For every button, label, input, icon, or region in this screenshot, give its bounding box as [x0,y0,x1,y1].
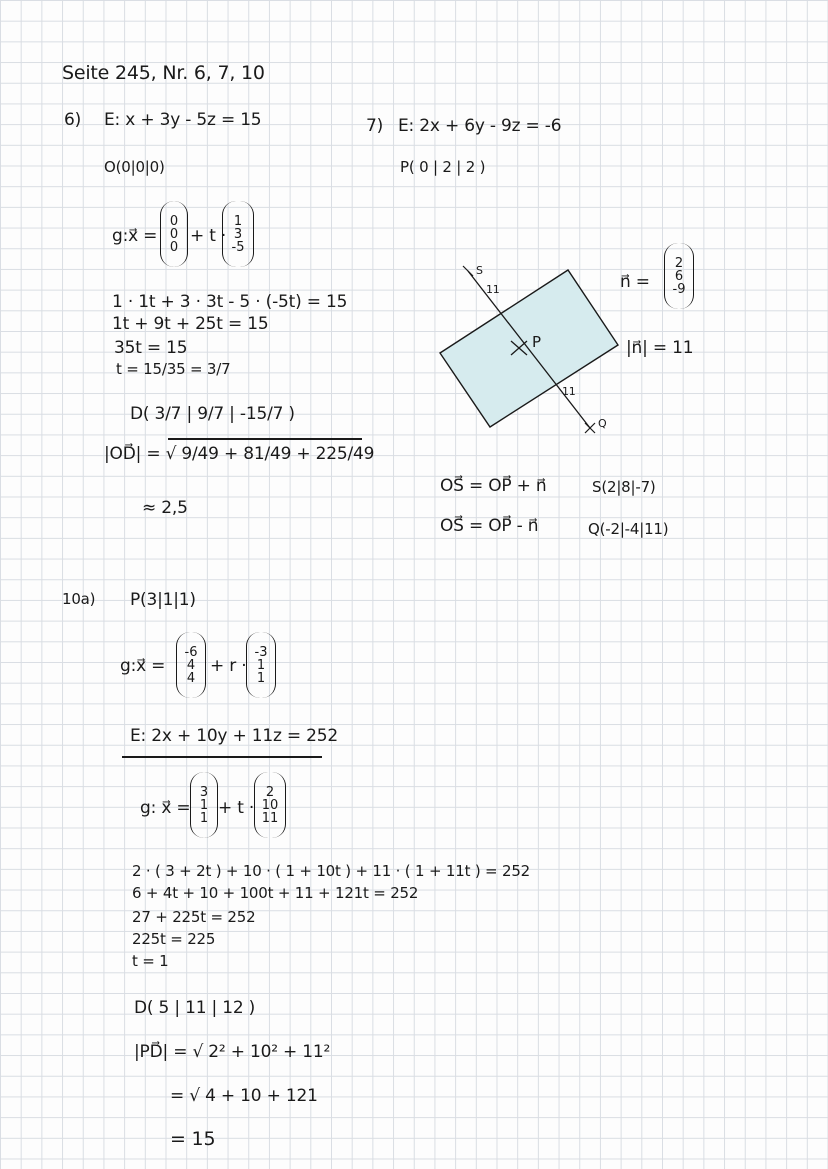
diagram-label-q: Q [598,417,607,430]
vector-entry: 6 [674,268,684,284]
point-s-cross [463,266,473,276]
p6-label: 6) [64,110,82,130]
p6-step-1: 1 · 1t + 3 · 3t - 5 · (-5t) = 15 [112,292,348,312]
vector-entry: 2 [674,255,684,271]
p10-t-symbol: + t · [218,798,255,818]
normal-prefix: n⃗ = [620,272,650,292]
p6-plane: E: x + 3y - 5z = 15 [104,110,262,130]
p7-point-s: S(2|8|-7) [592,478,656,496]
p6-step-4: t = 15/35 = 3/7 [116,360,231,378]
vector-entry: 0 [169,213,179,229]
p10-line2-support-vector [190,772,218,838]
vector-entry: 2 [265,784,275,800]
vector-entry: 3 [199,784,209,800]
divider-line [122,756,322,758]
p10-step-4: 225t = 225 [132,930,216,948]
diagram-distance-top: 11 [486,283,500,296]
p7-eq-1: OS⃗ = OP⃗ + n⃗ [440,476,547,496]
vector-entry: 1 [199,810,209,826]
p6-distance: |OD⃗| = √ 9/49 + 81/49 + 225/49 [104,444,375,464]
vector-entry: -3 [254,644,268,660]
p6-step-2: 1t + 9t + 25t = 15 [112,314,269,334]
diagram-label-p: P [532,333,541,351]
vector-entry: -9 [672,281,686,297]
vector-entry: 3 [233,226,243,242]
p7-label: 7) [366,116,384,136]
p7-point-q: Q(-2|-4|11) [588,520,669,538]
diagram-label-s: S [476,264,483,277]
p10-point: P(3|1|1) [130,590,196,610]
p10-plane: E: 2x + 10y + 11z = 252 [130,726,338,746]
vector-entry: 1 [256,670,266,686]
vector-entry: 1 [233,213,243,229]
normal-length: |n⃗| = 11 [626,338,694,358]
vector-entry: 1 [256,657,266,673]
p7-eq-2: OS⃗ = OP⃗ - n⃗ [440,516,539,536]
vector-entry: 0 [169,239,179,255]
page-header: Seite 245, Nr. 6, 7, 10 [62,62,265,84]
normal-vector [664,243,694,309]
vector-entry: -5 [231,239,245,255]
vector-entry: 4 [186,657,196,673]
p10-line-prefix: g:x⃗ = [120,656,166,676]
vector-entry: 1 [199,797,209,813]
p7-plane: E: 2x + 6y - 9z = -6 [398,116,562,136]
diagram-distance-bottom: 11 [562,385,576,398]
p10-label: 10a) [62,590,96,608]
p10-distance: |PD⃗| = √ 2² + 10² + 11² [134,1042,331,1062]
p10-point-d: D( 5 | 11 | 12 ) [134,998,256,1018]
p7-point: P( 0 | 2 | 2 ) [400,158,486,176]
p10-direction-vector [246,632,276,698]
p10-line2-prefix: g: x⃗ = [140,798,191,818]
p6-line-prefix: g:x⃗ = [112,226,158,246]
vector-entry: 10 [261,797,279,813]
vector-entry: -6 [184,644,198,660]
vector-entry: 11 [261,810,279,826]
p10-r-symbol: + r · [210,656,247,676]
p6-point-d: D( 3/7 | 9/7 | -15/7 ) [130,404,295,424]
p10-result: = 15 [170,1128,216,1150]
p10-step-5: t = 1 [132,952,169,970]
vector-entry: 4 [186,670,196,686]
p6-result: ≈ 2,5 [142,498,188,518]
p6-origin: O(0|0|0) [104,158,165,176]
p6-step-3: 35t = 15 [114,338,188,358]
vector-entry: 0 [169,226,179,242]
p6-t-symbol: + t · [190,226,227,246]
p10-step-2: 6 + 4t + 10 + 100t + 11 + 121t = 252 [132,884,419,902]
p10-support-vector [176,632,206,698]
p10-line2-direction-vector [254,772,286,838]
p10-step-1: 2 · ( 3 + 2t ) + 10 · ( 1 + 10t ) + 11 · ( 1 + 11t ) = 252 [132,862,530,880]
p10-step-3: 27 + 225t = 252 [132,908,256,926]
p10-distance-step: = √ 4 + 10 + 121 [170,1086,318,1106]
